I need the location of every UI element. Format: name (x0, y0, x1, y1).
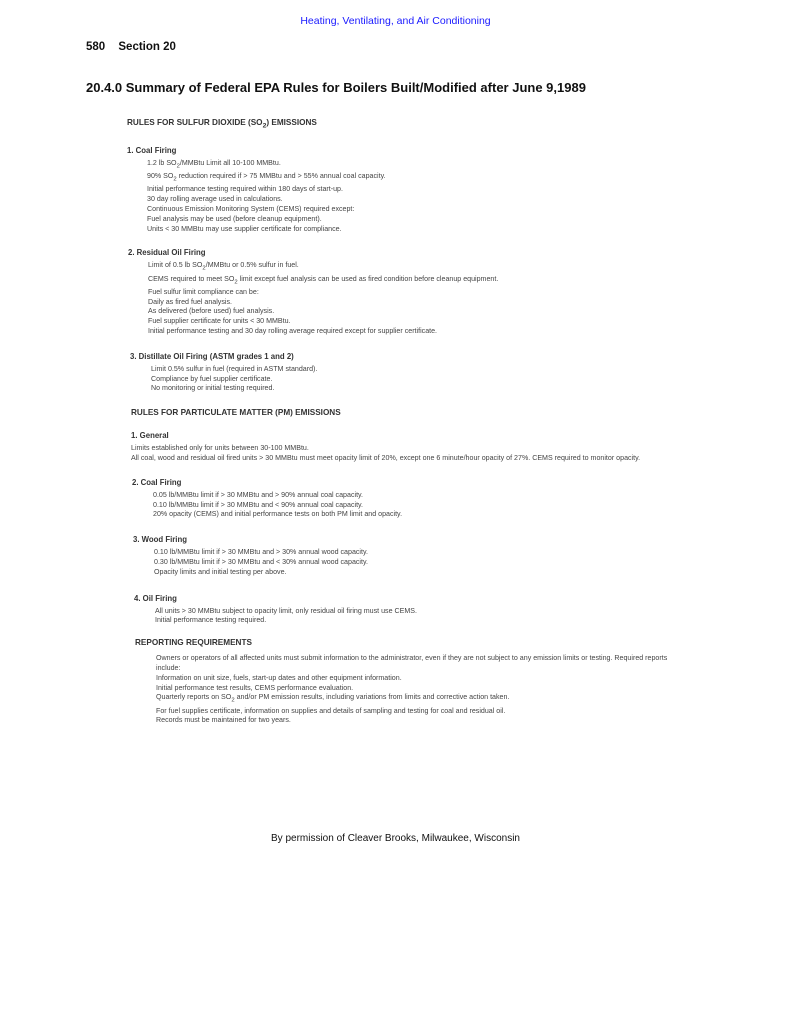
list-item: 30 day rolling average used in calculations. (147, 195, 283, 204)
reporting-section (126, 638, 666, 726)
reporting-heading: REPORTING REQUIREMENTS (135, 638, 252, 648)
list-item (148, 261, 666, 274)
list-item: Continuous Emission Monitoring System (CEMS) required except: (147, 205, 355, 213)
list-item: Fuel supplier certificate for units < 30 MMBtu. (148, 317, 291, 326)
scanned-figure (126, 118, 666, 726)
list-item: 0.30 lb/MMBtu limit if > 30 MMBtu and < 30% annual wood capacity. (154, 557, 368, 566)
so2-heading-post: ) EMISSIONS (266, 118, 317, 127)
text: 90% SO (147, 172, 174, 181)
list-item: Initial performance testing required. (155, 616, 267, 625)
list-item: Initial performance testing and 30 day rolling average required except for supplier certificate. (148, 326, 438, 335)
page-title: 20.4.0 Summary of Federal EPA Rules for Boilers Built/Modified after June 9,1989 (86, 80, 586, 95)
text: 1.2 lb SO (147, 159, 177, 167)
list-item: Compliance by fuel supplier certificate. (151, 374, 273, 383)
list-item (148, 275, 666, 288)
pm-oil-list (126, 607, 666, 627)
sub: 2 (176, 163, 180, 170)
pm-coal-list (126, 491, 666, 520)
list-item: Opacity limits and initial testing per above. (154, 567, 287, 576)
list-item (147, 159, 666, 172)
list-item: As delivered (before used) fuel analysis. (148, 307, 275, 316)
list-item: Initial performance test results, CEMS performance evaluation. (156, 683, 354, 692)
folio (86, 41, 176, 53)
list-item: 0.05 lb/MMBtu limit if > 30 MMBtu and > 90% annual coal capacity. (153, 490, 364, 499)
list-item: Owners or operators of all affected units must submit information to the administrator, even if they are not subject to any emission limits or testing. Required reports include: (156, 654, 668, 672)
sub: 2 (234, 279, 238, 285)
pm-coal-heading: 2. Coal Firing (132, 477, 182, 487)
list-item: For fuel supplies certificate, information on supplies and details of sampling and testing for coal and residual oil. (156, 706, 506, 715)
text: /MMBtu or 0.5% sulfur in fuel. (205, 261, 299, 270)
text: limit except fuel analysis can be used as fired condition before cleanup equipment. (237, 274, 499, 283)
list-item: Daily as fired fuel analysis. (148, 297, 232, 306)
list-item (156, 693, 668, 706)
list-item: Units < 30 MMBtu may use supplier certificate for compliance. (147, 224, 342, 233)
list-item: Fuel analysis may be used (before cleanup equipment). (147, 214, 322, 223)
sub: 2 (231, 697, 235, 704)
list-item: All units > 30 MMBtu subject to opacity limit, only residual oil firing must use CEMS. (155, 606, 417, 615)
pm-general-list (126, 444, 666, 464)
text: reduction required if > 75 MMBtu and > 55% annual coal capacity. (176, 172, 386, 181)
list-item (147, 172, 666, 185)
sub: 2 (173, 176, 177, 183)
list-item: Fuel sulfur limit compliance can be: (148, 287, 259, 296)
sub: 2 (202, 265, 206, 272)
so2-distillate-list (126, 365, 666, 394)
so2-heading-sub: 2 (262, 122, 267, 130)
list-item: Limit 0.5% sulfur in fuel (required in ASTM standard). (151, 364, 318, 373)
running-head: Heating, Ventilating, and Air Conditioning (300, 15, 491, 27)
pm-heading: RULES FOR PARTICULATE MATTER (PM) EMISSIONS (131, 408, 341, 418)
so2-residual-list (126, 261, 666, 336)
figure-credit: By permission of Cleaver Brooks, Milwaukee, Wisconsin (271, 833, 520, 844)
list-item: Information on unit size, fuels, start-up dates and other equipment information. (156, 673, 402, 682)
list-item: Limits established only for units between 30-100 MMBtu. (131, 444, 309, 453)
pm-section (126, 408, 666, 626)
text: CEMS required to meet SO (148, 274, 235, 283)
pm-oil-heading: 4. Oil Firing (134, 593, 177, 603)
so2-coal-list (126, 159, 666, 234)
text: and/or PM emission results, including variations from limits and corrective action taken. (234, 693, 510, 702)
pm-wood-list (126, 548, 666, 577)
list-item: Initial performance testing required within 180 days of start-up. (147, 185, 343, 194)
text: Quarterly reports on SO (156, 693, 232, 702)
list-item: Records must be maintained for two years. (156, 716, 291, 725)
pm-wood-heading: 3. Wood Firing (133, 535, 187, 545)
section-label: Section 20 (118, 41, 176, 53)
list-item: All coal, wood and residual oil fired units > 30 MMBtu must meet opacity limit of 20%, except one 6 minute/hour opacity of 27%. CEMS required to monitor opacity. (131, 453, 641, 462)
text: Limit of 0.5 lb SO (148, 261, 203, 270)
so2-residual-heading: 2. Residual Oil Firing (128, 248, 206, 258)
so2-coal-heading: 1. Coal Firing (127, 146, 177, 155)
text: /MMBtu Limit all 10-100 MMBtu. (179, 159, 281, 167)
so2-distillate-heading: 3. Distillate Oil Firing (ASTM grades 1 and 2) (130, 351, 294, 361)
list-item: 0.10 lb/MMBtu limit if > 30 MMBtu and > 30% annual wood capacity. (154, 548, 368, 557)
so2-section (126, 118, 666, 394)
so2-heading-pre: RULES FOR SULFUR DIOXIDE (SO (127, 118, 263, 127)
pm-general-heading: 1. General (131, 431, 169, 441)
list-item: 20% opacity (CEMS) and initial performance tests on both PM limit and opacity. (153, 510, 403, 519)
list-item: No monitoring or initial testing required. (151, 384, 275, 393)
page-number: 580 (86, 41, 106, 53)
list-item: 0.10 lb/MMBtu limit if > 30 MMBtu and < 90% annual coal capacity. (153, 500, 364, 509)
reporting-list (126, 654, 668, 726)
so2-heading (126, 118, 666, 128)
